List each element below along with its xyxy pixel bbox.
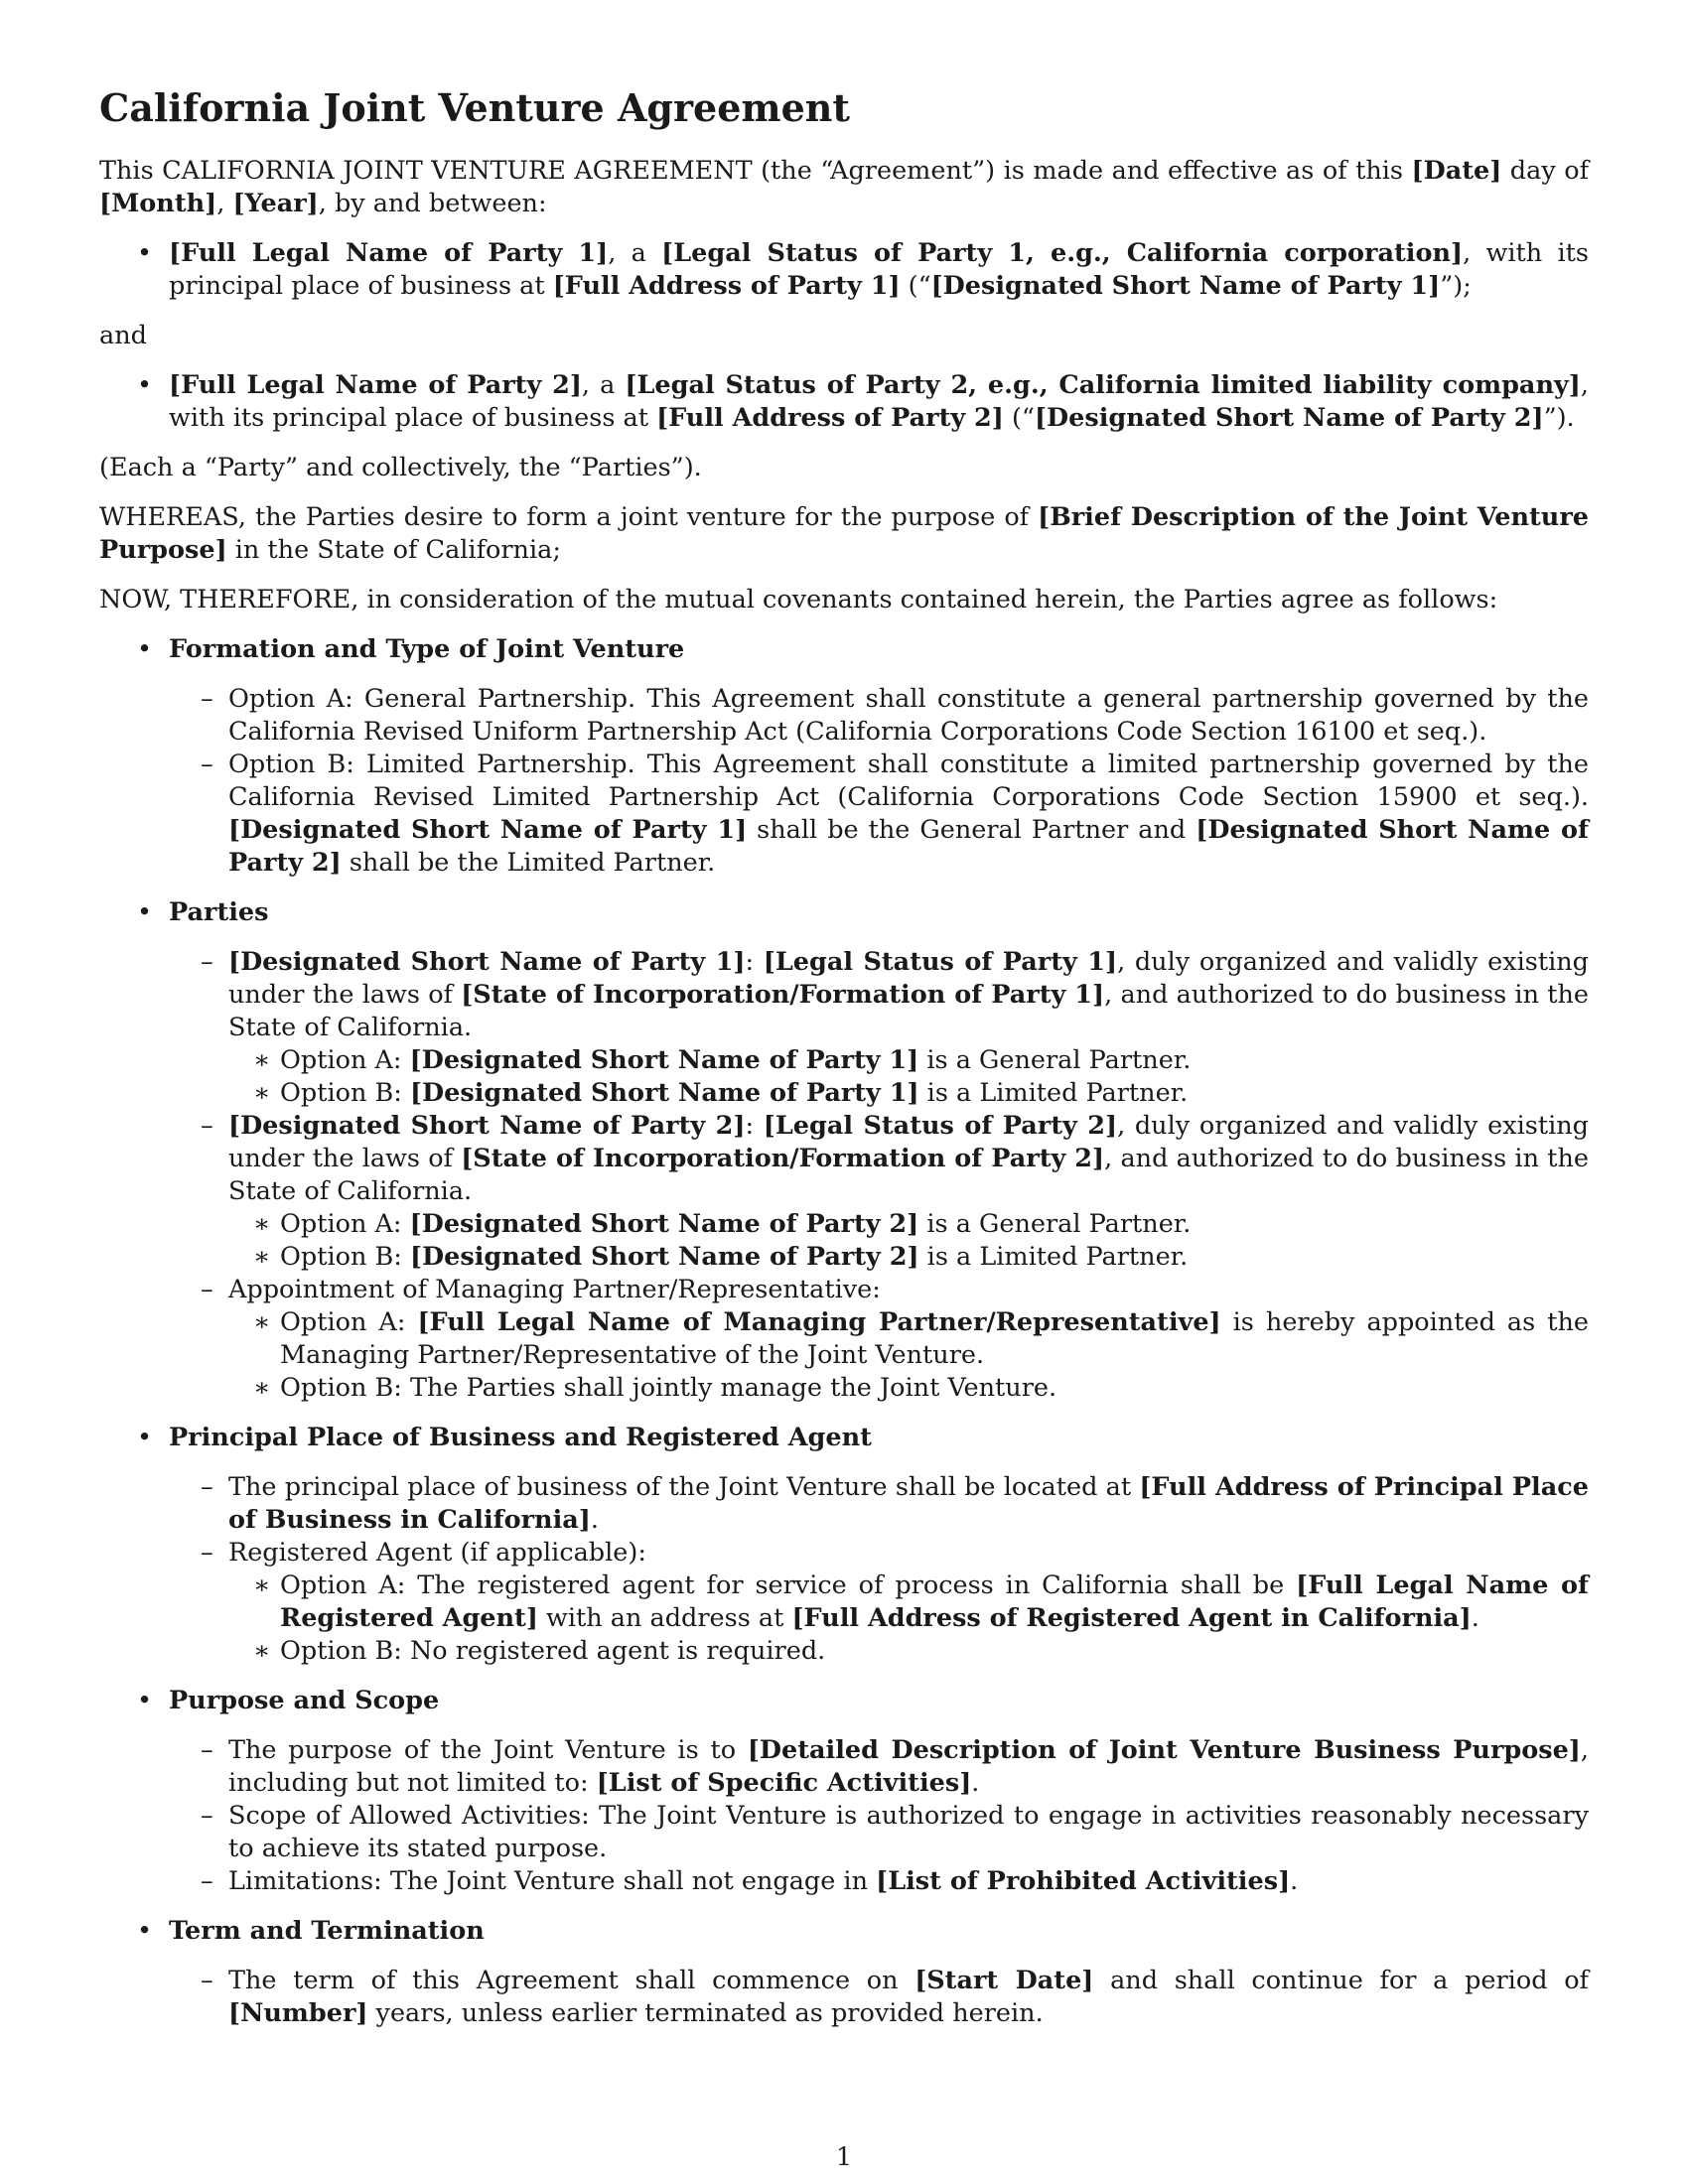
scope-item: – Scope of Allowed Activities: The Joint Venture is authorized to engage in activities reasonably necessary to achieve its stated purpose.	[169, 1800, 1589, 1865]
intro-paragraph: This CALIFORNIA JOINT VENTURE AGREEMENT (the “Agreement”) is made and effective as of this [Date] day of [Month], [Year], by and between:	[99, 156, 1590, 218]
section-heading: Formation and Type of Joint Venture	[169, 634, 685, 664]
limitations-item: – Limitations: The Joint Venture shall not engage in [List of Prohibited Activities].	[169, 1865, 1589, 1898]
party-1-option-a: ∗ Option A: [Designated Short Name of Party 1] is a General Partner.	[228, 1044, 1589, 1077]
section-parties	[99, 896, 1589, 1405]
managing-option-b: ∗ Option B: The Parties shall jointly manage the Joint Venture.	[228, 1372, 1589, 1405]
term-item: – The term of this Agreement shall commence on [Start Date] and shall continue for a period of [Number] years, unless earlier terminated as provided herein.	[169, 1965, 1589, 2030]
party-1-list	[99, 237, 1589, 303]
and-text: and	[99, 321, 147, 350]
party-1-option-b: ∗ Option B: [Designated Short Name of Party 1] is a Limited Partner.	[228, 1077, 1589, 1110]
parties-party-1: – [Designated Short Name of Party 1]: [Legal Status of Party 1], duly organized and validly existing under the laws of [State of Incorporation/Formation of Party 1], and authorized to do business in the State of California. ∗ Option A: [Designated Short Name of Party 1] is a General Partner. ∗ Option B: [Designated Short Name of Party 1] is a Limited Partner.	[169, 946, 1589, 1110]
managing-partner-appointment: – Appointment of Managing Partner/Representative: ∗ Option A: [Full Legal Name of Managing Partner/Representative] is hereby appointed as the Managing Partner/Representative of the Joint Venture. ∗ Option B: The Parties shall jointly manage the Joint Venture.	[169, 1274, 1589, 1405]
each-party-paragraph: (Each a “Party” and collectively, the “Parties”).	[99, 453, 702, 482]
party-2-option-b: ∗ Option B: [Designated Short Name of Party 2] is a Limited Partner.	[228, 1241, 1589, 1274]
page-number: 1	[835, 2142, 853, 2172]
party-2-option-a: ∗ Option A: [Designated Short Name of Party 2] is a General Partner.	[228, 1208, 1589, 1241]
section-heading: Term and Termination	[169, 1916, 485, 1946]
registered-agent-item: – Registered Agent (if applicable): ∗ Option A: The registered agent for service of process in California shall be [Full Legal Name of Registered Agent] with an address at [Full Address of Registered Agent in California]. ∗ Option B: No registered agent is required.	[169, 1537, 1589, 1668]
section-heading: Purpose and Scope	[169, 1686, 440, 1715]
now-therefore-paragraph: NOW, THEREFORE, in consideration of the mutual covenants contained herein, the Parties agree as follows:	[99, 585, 1498, 614]
principal-place-item: – The principal place of business of the Joint Venture shall be located at [Full Address of Principal Place of Business in California].	[169, 1471, 1589, 1537]
purpose-item: – The purpose of the Joint Venture is to [Detailed Description of Joint Venture Business Purpose], including but not limited to: [List of Specific Activities].	[169, 1734, 1589, 1800]
parties-party-2: – [Designated Short Name of Party 2]: [Legal Status of Party 2], duly organized and validly existing under the laws of [State of Incorporation/Formation of Party 2], and authorized to do business in the State of California. ∗ Option A: [Designated Short Name of Party 2] is a General Partner. ∗ Option B: [Designated Short Name of Party 2] is a Limited Partner.	[169, 1110, 1589, 1274]
section-term	[99, 1915, 1589, 2030]
document-page	[99, 85, 1589, 2047]
registered-agent-option-a: ∗ Option A: The registered agent for service of process in California shall be [Full Legal Name of Registered Agent] with an address at [Full Address of Registered Agent in California].	[228, 1570, 1589, 1635]
registered-agent-option-b: ∗ Option B: No registered agent is required.	[228, 1635, 1589, 1668]
party-2-list	[99, 369, 1589, 435]
party-2-item: • [Full Legal Name of Party 2], a [Legal Status of Party 2, e.g., California limited liability company], with its principal place of business at [Full Address of Party 2] (“[Designated Short Name of Party 2]”).	[99, 369, 1589, 435]
section-heading: Principal Place of Business and Registered Agent	[169, 1423, 872, 1452]
section-principal-place	[99, 1422, 1589, 1668]
party-1-item: • [Full Legal Name of Party 1], a [Legal Status of Party 1, e.g., California corporation], with its principal place of business at [Full Address of Party 1] (“[Designated Short Name of Party 1]”);	[99, 237, 1589, 303]
section-formation	[99, 633, 1589, 880]
formation-option-a: – Option A: General Partnership. This Agreement shall constitute a general partnership governed by the California Revised Uniform Partnership Act (California Corporations Code Section 16100 et seq.).	[169, 683, 1589, 749]
document-title: California Joint Venture Agreement	[99, 85, 850, 130]
sections-list	[99, 633, 1589, 2030]
whereas-paragraph: WHEREAS, the Parties desire to form a joint venture for the purpose of [Brief Description of the Joint Venture Purpose] in the State of California;	[99, 502, 1589, 565]
section-heading: Parties	[169, 897, 269, 927]
formation-option-b: – Option B: Limited Partnership. This Agreement shall constitute a limited partnership governed by the California Revised Limited Partnership Act (California Corporations Code Section 15900 et seq.). [Designated Short Name of Party 1] shall be the General Partner and [Designated Short Name of Party 2] shall be the Limited Partner.	[169, 749, 1589, 880]
managing-option-a: ∗ Option A: [Full Legal Name of Managing Partner/Representative] is hereby appointed as the Managing Partner/Representative of the Joint Venture.	[228, 1306, 1589, 1372]
section-purpose-scope	[99, 1685, 1589, 1898]
